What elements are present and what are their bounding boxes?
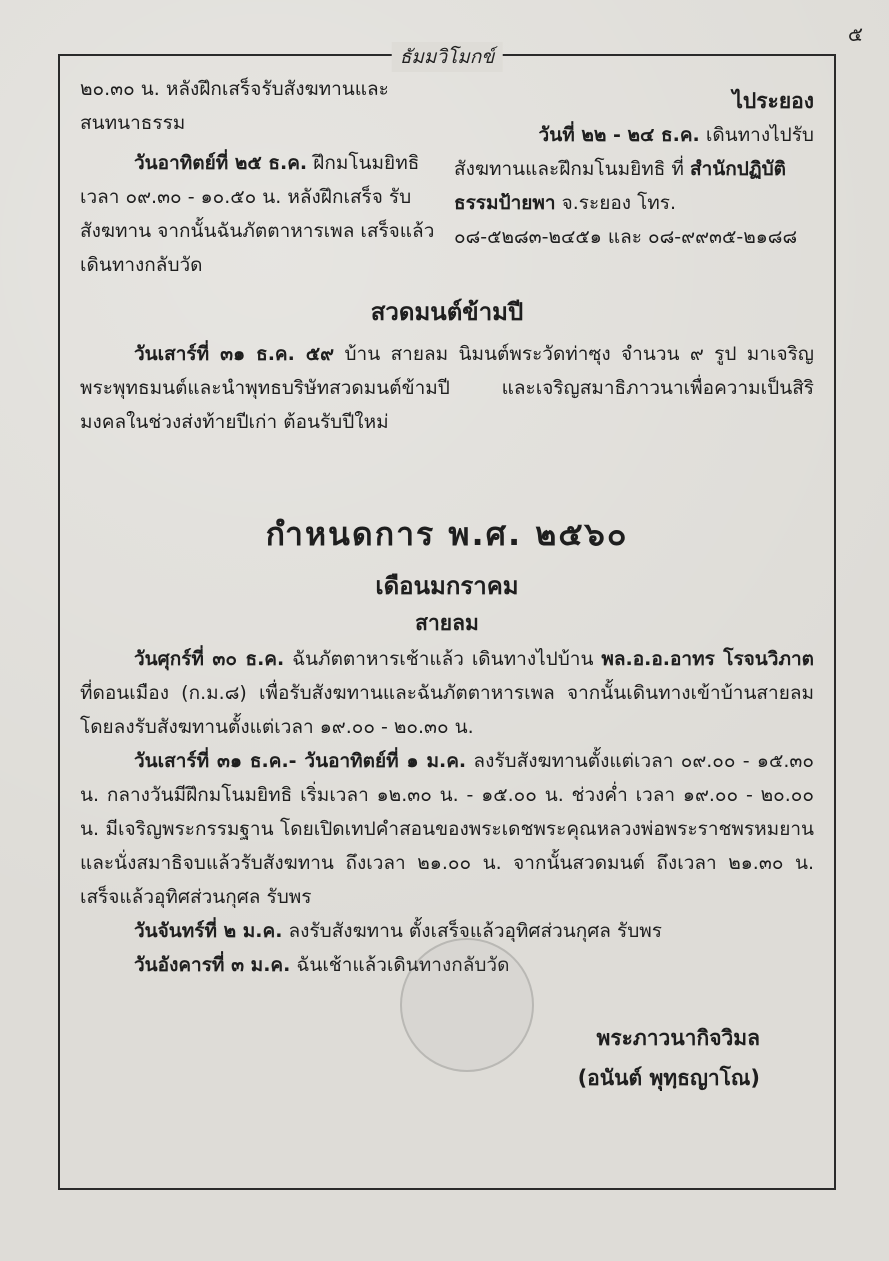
paragraph-text: ฉันภัตตาหารเช้าแล้ว เดินทางไปบ้าน <box>284 648 602 670</box>
left-paragraph-2 <box>80 146 440 282</box>
paragraph-text: ที่ดอนเมือง (ก.ม.๘) เพื่อรับสังฆทานและฉันภัตตาหารเพล จากนั้นเดินทางเข้าบ้านสายลมโดยลงรับสังฆทานตั้งแต่เวลา ๑๙.๐๐ - ๒๐.๓๐ น. <box>80 682 814 738</box>
date-label: วันอาทิตย์ที่ ๒๕ ธ.ค. <box>134 152 308 174</box>
page-number: ๕ <box>847 22 863 46</box>
right-column <box>454 72 814 288</box>
rayong-heading: ไประยอง <box>732 89 814 113</box>
paragraph-text: เดินทางไปรับ <box>699 124 814 146</box>
date-label: วันเสาร์ที่ ๓๑ ธ.ค.- วันอาทิตย์ที่ ๑ ม.ค. <box>134 750 467 772</box>
rayong-date-line <box>454 118 814 152</box>
schedule-item-1 <box>80 642 814 744</box>
venue-name: สำนักปฏิบัติธรรมป้ายพา <box>454 158 786 214</box>
date-label: วันที่ ๒๒ - ๒๔ ธ.ค. <box>538 124 700 146</box>
paragraph-text: สังฆทานและฝึกมโนมยิทธิ ที่ <box>454 158 690 180</box>
paragraph-text: จ.ระยอง โทร. ๐๘-๕๒๘๓-๒๔๕๑ และ ๐๘-๙๙๓๕-๒๑๘๘ <box>454 192 798 248</box>
paragraph-text: ฝึกมโนมยิทธิ เวลา ๐๙.๓๐ - ๑๐.๕๐ น. หลังฝึกเสร็จ รับสังฆทาน จากนั้นฉันภัตตาหารเพล เสร็จแล้ว เดินทางกลับวัด <box>80 152 435 276</box>
newyear-paragraph <box>80 337 814 439</box>
host-name: พล.อ.อ.อาทร โรจนวิภาต <box>601 648 814 670</box>
left-paragraph-1: ๒๐.๓๐ น. หลังฝึกเสร็จรับสังฆทานและสนทนาธรรม <box>80 78 389 134</box>
newsletter-title: ธัมมวิโมกข์ <box>392 42 503 72</box>
date-label: วันจันทร์ที่ ๒ ม.ค. <box>134 920 283 942</box>
faded-seal-icon <box>400 938 534 1072</box>
paragraph-text: ลงรับสังฆทานตั้งแต่เวลา ๐๙.๐๐ - ๑๕.๓๐ น. กลางวันมีฝึกมโนมยิทธิ เริ่มเวลา ๑๒.๓๐ น. - ๑๕.๐๐ น. ช่วงค่ำ เวลา ๑๙.๐๐ - ๒๐.๐๐ น. มีเจริญพระกรรมฐาน โดยเปิดเทปคำสอนของพระเดชพระคุณหลวงพ่อพระราชพรหมยาน และนั่งสมาธิจบแล้วรับสังฆทาน ถึงเวลา ๒๑.๐๐ น. จากนั้นสวดมนต์ ถึงเวลา ๒๑.๓๐ น. เสร็จแล้วอุทิศส่วนกุศล รับพร <box>80 750 814 908</box>
signatory-title: พระภาวนากิจวิมล <box>596 1026 760 1050</box>
paragraph-text: บ้าน สายลม นิมนต์พระวัดท่าซุง จำนวน ๙ รูป มาเจริญพระพุทธมนต์และนำพุทธบริษัทสวดมนต์ข้ามปี และเจริญสมาธิภาวนาเพื่อความเป็นสิริมงคลในช่วงส่งท้ายปีเก่า ต้อนรับปีใหม่ <box>80 343 814 433</box>
date-label: วันศุกร์ที่ ๓๐ ธ.ค. <box>134 648 285 670</box>
month-heading: เดือนมกราคม <box>375 572 519 600</box>
paragraph-text: ลงรับสังฆทาน ตั้งเสร็จแล้วอุทิศส่วนกุศล รับพร <box>282 920 662 942</box>
date-label: วันอังคารที่ ๓ ม.ค. <box>134 954 291 976</box>
schedule-item-2 <box>80 744 814 914</box>
two-column-section <box>80 72 814 288</box>
signatory-name: (อนันต์ พุทฺธญาโณ) <box>577 1066 760 1090</box>
paragraph-text: ฉันเช้าแล้วเดินทางกลับวัด <box>290 954 510 976</box>
rayong-paragraph <box>454 152 814 254</box>
place-heading: สายลม <box>415 611 479 635</box>
schedule-heading: กำหนดการ พ.ศ. ๒๕๖๐ <box>265 515 629 553</box>
date-label: วันเสาร์ที่ ๓๑ ธ.ค. ๕๙ <box>134 343 335 365</box>
newyear-heading: สวดมนต์ข้ามปี <box>370 298 524 326</box>
left-column <box>80 72 440 288</box>
